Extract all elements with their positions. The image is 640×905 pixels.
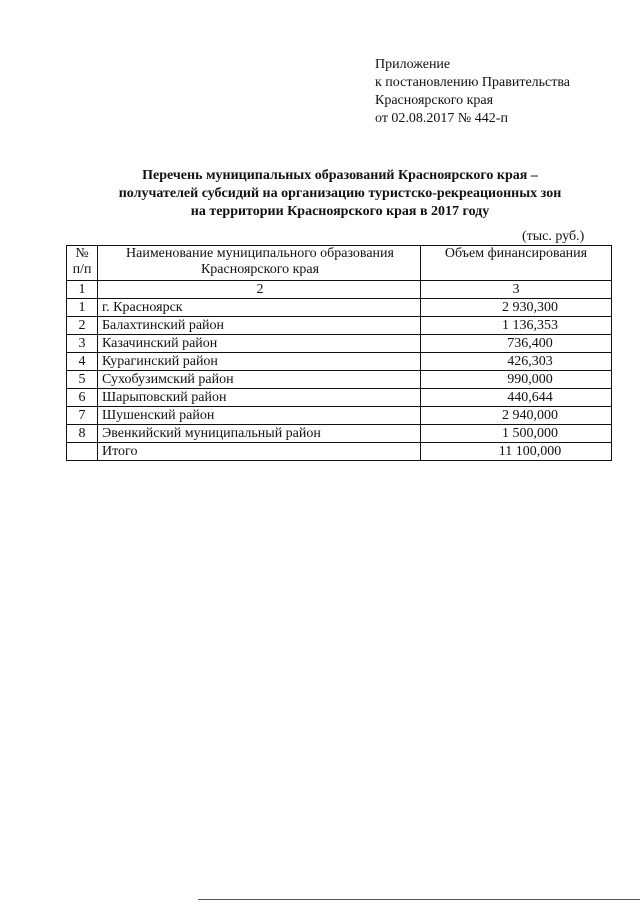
- table-header-row: [67, 246, 612, 281]
- header-num-line-1: №: [75, 246, 89, 261]
- title-line-1: Перечень муниципальных образований Красноярского края –: [142, 168, 538, 183]
- table-row: [67, 299, 612, 317]
- total-num: [67, 443, 98, 461]
- index-cell-3: 3: [421, 281, 612, 299]
- row-amount: 736,400: [421, 335, 612, 353]
- table-row: [67, 407, 612, 425]
- total-amount: 11 100,000: [421, 443, 612, 461]
- row-name: Шарыповский район: [98, 389, 421, 407]
- row-num: 8: [67, 425, 98, 443]
- row-name: г. Красноярск: [98, 299, 421, 317]
- table-total-row: [67, 443, 612, 461]
- row-num: 1: [67, 299, 98, 317]
- title-line-2: получателей субсидий на организацию туристско-рекреационных зон: [118, 186, 562, 201]
- appendix-block: [375, 56, 570, 128]
- index-cell-1: 1: [67, 281, 98, 299]
- scan-edge-line: [198, 899, 640, 900]
- appendix-line-2: к постановлению Правительства: [375, 75, 571, 90]
- header-name-line-1: Наименование муниципального образования: [126, 246, 394, 261]
- table-row: [67, 317, 612, 335]
- row-amount: 1 500,000: [421, 425, 612, 443]
- row-name: Балахтинский район: [98, 317, 421, 335]
- appendix-line-3: Красноярского края: [375, 93, 494, 108]
- row-amount: 990,000: [421, 371, 612, 389]
- row-num: 6: [67, 389, 98, 407]
- row-num: 5: [67, 371, 98, 389]
- table-row: [67, 335, 612, 353]
- header-name-line-2: Красноярского края: [200, 262, 320, 277]
- header-num-cell: [67, 246, 98, 281]
- row-name: Курагинский район: [98, 353, 421, 371]
- row-name: Сухобузимский район: [98, 371, 421, 389]
- appendix-line-1: Приложение: [375, 57, 451, 72]
- header-name-cell: [98, 246, 421, 281]
- column-index-row: [67, 281, 612, 299]
- row-amount: 1 136,353: [421, 317, 612, 335]
- units-label: (тыс. руб.): [522, 229, 585, 244]
- row-num: 2: [67, 317, 98, 335]
- title-line-3: на территории Красноярского края в 2017 году: [190, 204, 490, 219]
- table-row: [67, 389, 612, 407]
- row-num: 3: [67, 335, 98, 353]
- funding-table: [66, 245, 612, 461]
- row-num: 4: [67, 353, 98, 371]
- row-name: Шушенский район: [98, 407, 421, 425]
- appendix-line-4: от 02.08.2017 № 442-п: [375, 111, 508, 126]
- index-cell-2: 2: [98, 281, 421, 299]
- row-num: 7: [67, 407, 98, 425]
- document-title: [40, 167, 640, 221]
- header-num-line-2: п/п: [72, 262, 92, 277]
- row-name: Казачинский район: [98, 335, 421, 353]
- header-amount-cell: Объем финансирования: [421, 246, 612, 281]
- total-label: Итого: [98, 443, 421, 461]
- row-name: Эвенкийский муниципальный район: [98, 425, 421, 443]
- row-amount: 440,644: [421, 389, 612, 407]
- table-row: [67, 425, 612, 443]
- row-amount: 426,303: [421, 353, 612, 371]
- row-amount: 2 930,300: [421, 299, 612, 317]
- table-row: [67, 371, 612, 389]
- row-amount: 2 940,000: [421, 407, 612, 425]
- table-row: [67, 353, 612, 371]
